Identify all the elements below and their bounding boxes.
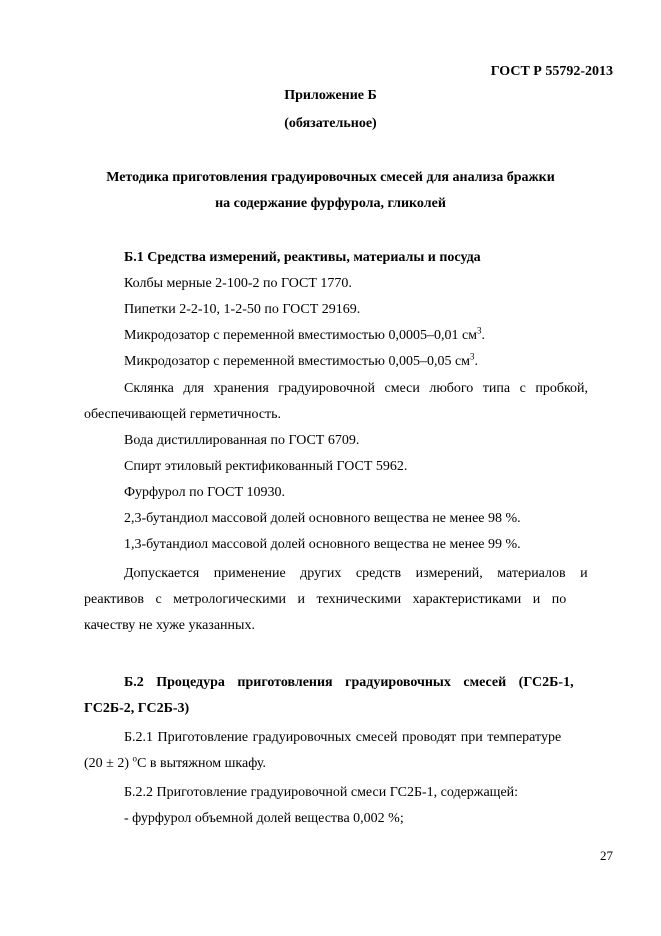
b2-paragraph-1-line1: Б.2.1 Приготовление градуировочных смесей проводят при температуре xyxy=(124,730,562,745)
b2-paragraph-3: - фурфурол объемной долей вещества 0,002 %; xyxy=(124,811,404,826)
item-flasks: Колбы мерные 2-100-2 по ГОСТ 1770. xyxy=(124,276,352,291)
section-b2-title-line2: ГС2Б-2, ГС2Б-3) xyxy=(84,701,190,716)
item-storage-flask-line1 xyxy=(124,381,613,397)
item-furfural: Фурфурол по ГОСТ 10930. xyxy=(124,485,285,500)
item-microdoser-2 xyxy=(124,351,479,370)
item-butanediol-23: 2,3-бутандиол массовой долей основного вещества не менее 98 %. xyxy=(124,511,521,526)
b2-paragraph-2: Б.2.2 Приготовление градуировочной смеси ГС2Б-1, содержащей: xyxy=(124,785,519,800)
storage-flask-line1-text: Склянка для хранения градуировочной смеси любого типа с пробкой, xyxy=(124,381,589,396)
item-microdoser-1 xyxy=(124,325,486,344)
item-microdoser-1-text: Микродозатор с переменной вместимостью 0,0005–0,01 см xyxy=(124,328,478,343)
appendix-heading-line2: на содержание фурфурола, гликолей xyxy=(215,196,446,211)
allowed-line2: реактивов с метрологическими и техническими характеристиками и по xyxy=(84,592,567,607)
item-microdoser-2-end: . xyxy=(474,354,479,369)
temperature-value: (20 ± 2) xyxy=(84,756,133,771)
appendix-status: (обязательное) xyxy=(284,116,377,131)
item-water: Вода дистиллированная по ГОСТ 6709. xyxy=(124,433,360,448)
standard-code: ГОСТ Р 55792-2013 xyxy=(490,64,613,79)
page-number: 27 xyxy=(600,848,613,863)
allowed-line1: Допускается применение других средств измерений, материалов и xyxy=(124,566,588,581)
allowed-line3: качеству не хуже указанных. xyxy=(84,618,255,633)
appendix-heading-line1: Методика приготовления градуировочных смесей для анализа бражки xyxy=(106,170,555,185)
item-microdoser-1-sup: 3 xyxy=(477,325,482,336)
item-microdoser-2-text: Микродозатор с переменной вместимостью 0,005–0,05 см xyxy=(124,354,471,369)
item-microdoser-1-end: . xyxy=(481,328,486,343)
degree-sign: о xyxy=(132,753,138,764)
b2-paragraph-1-line2 xyxy=(84,753,267,772)
item-pipettes: Пипетки 2-2-10, 1-2-50 по ГОСТ 29169. xyxy=(124,302,361,317)
section-b2-title-line1: Б.2 Процедура приготовления градуировочных смесей (ГС2Б-1, xyxy=(124,675,574,690)
section-b1-title: Б.1 Средства измерений, реактивы, материалы и посуда xyxy=(124,250,481,265)
item-microdoser-2-sup: 3 xyxy=(470,351,475,362)
appendix-title: Приложение Б xyxy=(284,88,377,103)
temperature-tail: С в вытяжном шкафу. xyxy=(137,756,267,771)
item-storage-flask-line2: обеспечивающей герметичность. xyxy=(84,407,282,422)
item-butanediol-13: 1,3-бутандиол массовой долей основного вещества не менее 99 %. xyxy=(124,537,521,552)
item-ethanol: Спирт этиловый ректификованный ГОСТ 5962. xyxy=(124,459,408,474)
